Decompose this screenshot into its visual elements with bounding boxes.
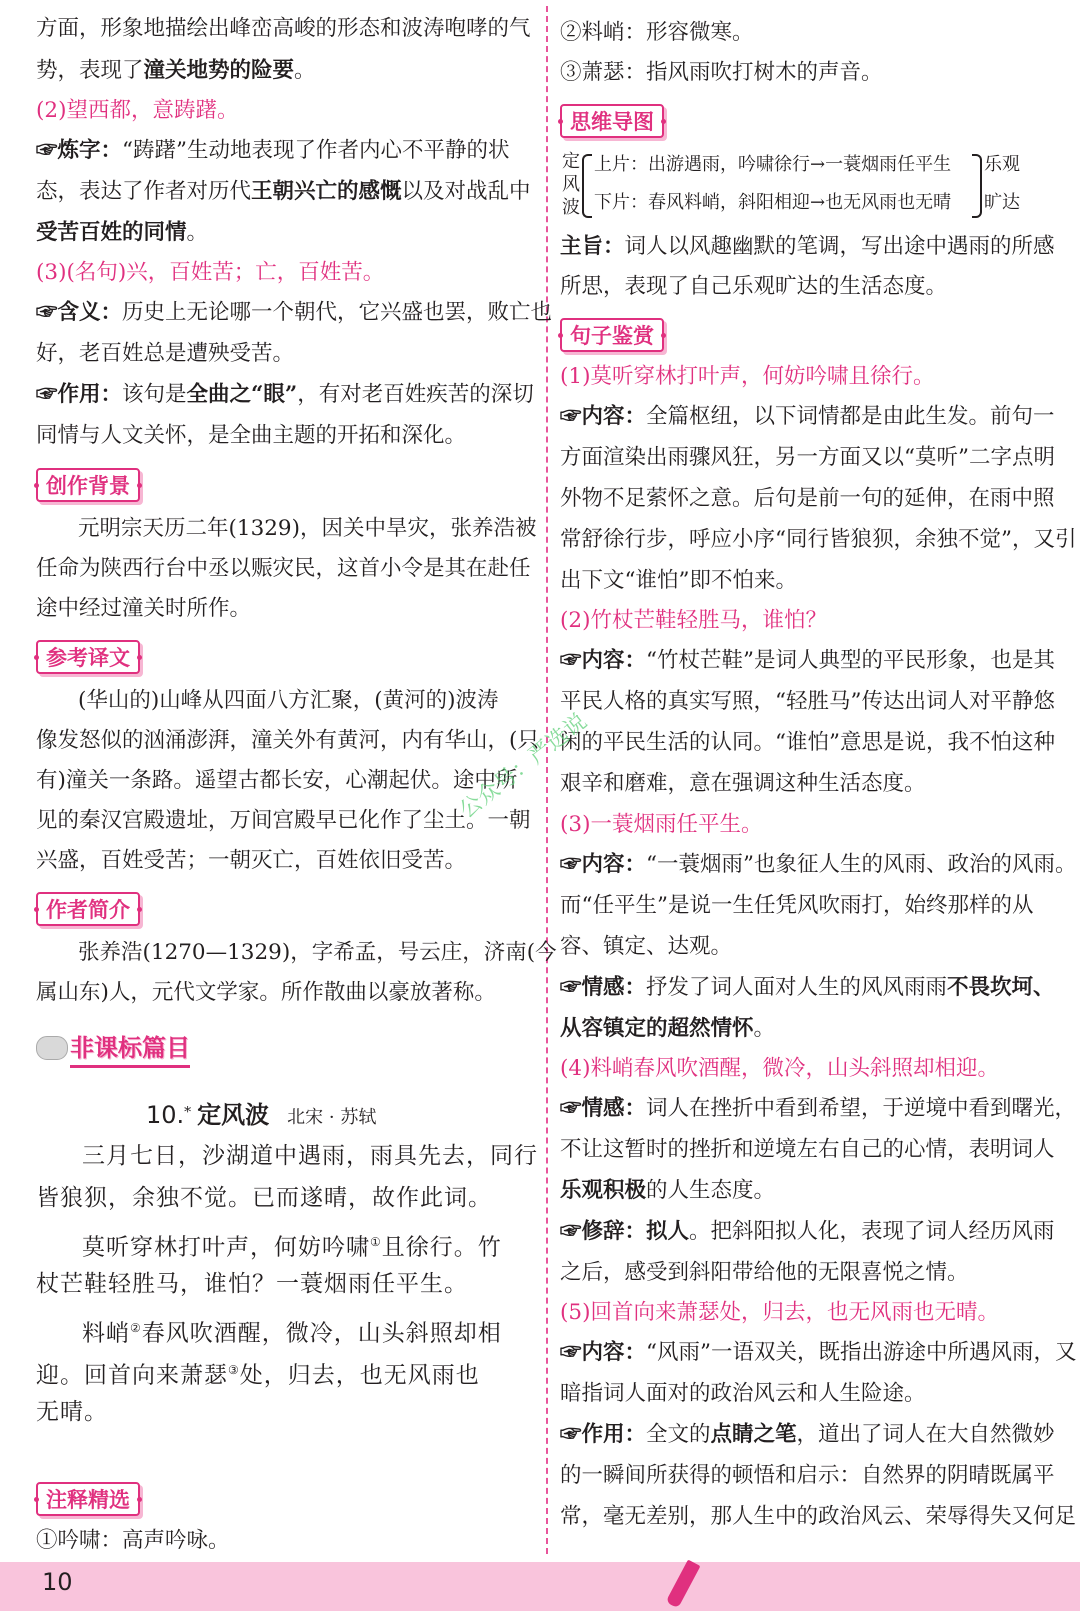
- theme-line: 主旨：词人以风趣幽默的笔调，写出途中遇雨的所感: [560, 234, 1055, 259]
- mind-map-branch: 下片：春风料峭，斜阳相迎→也无风雨也无晴: [594, 192, 952, 213]
- section-title-noncurriculum: 非课标篇目: [36, 1030, 190, 1066]
- analysis-line: 好，老百姓总是遭殃受苦。: [36, 341, 295, 366]
- analysis-line: 同情与人文关怀，是全曲主题的开拓和深化。: [36, 423, 467, 448]
- analysis-line: 从容镇定的超然情怀。: [560, 1016, 776, 1041]
- mind-map-leaf: 乐观: [984, 154, 1020, 175]
- analysis-line: 态，表达了作者对历代王朝兴亡的感慨以及对战乱中: [36, 179, 531, 204]
- translation-line: 兴盛，百姓受苦；一朝灭亡，百姓依旧受苦。: [36, 848, 467, 873]
- poem-title: 10.* 定风波 北宋 · 苏轼: [146, 1101, 377, 1129]
- background-line: 任命为陕西行台中丞以赈灾民，这首小令是其在赴任: [36, 556, 531, 581]
- analysis-line: ☞作用：该句是全曲之“眼”，有对老百姓疾苦的深切: [36, 382, 534, 407]
- quote-heading: (1)莫听穿林打叶声，何妨吟啸且徐行。: [560, 364, 935, 389]
- poem-line: 杖芒鞋轻胜马，谁怕？一蓑烟雨任平生。: [36, 1271, 468, 1297]
- analysis-line: 不让这暂时的挫折和逆境左右自己的心情，表明词人: [560, 1137, 1055, 1162]
- translation-line: 有)潼关一条路。遥望古都长安，心潮起伏。途中所: [36, 768, 518, 793]
- analysis-line: ☞含义：历史上无论哪一个朝代，它兴盛也罢，败亡也: [36, 300, 553, 325]
- pointing-hand-label: ☞炼字：: [36, 138, 123, 163]
- poem-preface-line: 皆狼狈，余独不觉。已而遂晴，故作此词。: [36, 1185, 492, 1211]
- text-line: 方面，形象地描绘出峰峦高峻的形态和波涛咆哮的气: [36, 16, 531, 41]
- quote-heading: (5)回首向来萧瑟处，归去，也无风雨也无晴。: [560, 1300, 999, 1325]
- analysis-line: ☞情感：词人在挫折中看到希望，于逆境中看到曙光，: [560, 1096, 1077, 1121]
- section-header-background: 创作背景: [36, 468, 140, 502]
- poem-line: 迎。回首向来萧瑟③处，归去，也无风雨也: [36, 1362, 480, 1389]
- note-line: ①吟啸：高声吟咏。: [36, 1528, 230, 1553]
- note-line: ③萧瑟：指风雨吹打树木的声音。: [560, 60, 883, 85]
- hand-icon: [36, 1036, 68, 1060]
- analysis-line: 容、镇定、达观。: [560, 934, 733, 959]
- watermark: 公众号：严选说: [455, 709, 592, 824]
- analysis-line: 之后，感受到斜阳带给他的无限喜悦之情。: [560, 1260, 969, 1285]
- quote-heading: (3)(名句)兴，百姓苦；亡，百姓苦。: [36, 260, 385, 285]
- analysis-line: ☞情感：抒发了词人面对人生的风风雨雨不畏坎坷、: [560, 975, 1055, 1000]
- analysis-line: 的一瞬间所获得的顿悟和启示：自然界的阴晴既属平: [560, 1463, 1055, 1488]
- background-line: 元明宗天历二年(1329)，因关中旱灾，张养浩被: [78, 516, 537, 541]
- author-line: 张养浩(1270—1329)，字希孟，号云庄，济南(今: [78, 940, 557, 965]
- author-line: 属山东)人，元代文学家。所作散曲以豪放著称。: [36, 980, 496, 1005]
- analysis-line: 外物不足萦怀之意。后句是前一句的延伸，在雨中照: [560, 486, 1055, 511]
- analysis-line: 受苦百姓的同情。: [36, 220, 209, 245]
- mind-map-leaf: 旷达: [984, 192, 1020, 213]
- analysis-line: 平民人格的真实写照，“轻胜马”传达出词人对平静悠: [560, 689, 1055, 714]
- text-line: 势，表现了潼关地势的险要。: [36, 58, 316, 83]
- analysis-line: ☞内容：“竹杖芒鞋”是词人典型的平民形象，也是其: [560, 648, 1056, 673]
- section-header-translation: 参考译文: [36, 640, 140, 674]
- analysis-line: 常，毫无差别，那人生中的政治风云、荣辱得失又何足: [560, 1504, 1077, 1529]
- translation-line: (华山的)山峰从四面八方汇聚，(黄河的)波涛: [78, 688, 499, 713]
- analysis-line: 常舒徐行步，呼应小序“同行皆狼狈，余独不觉”，又引: [560, 527, 1077, 552]
- mind-map-root: 定 风 波: [562, 151, 580, 218]
- quote-heading: (3)一蓑烟雨任平生。: [560, 812, 763, 837]
- analysis-line: ☞内容：“风雨”一语双关，既指出游途中所遇风雨，又: [560, 1340, 1077, 1365]
- analysis-line: ☞内容：全篇枢纽，以下词情都是由此生发。前句一: [560, 404, 1055, 429]
- analysis-line: 出下文“谁怕”即不怕来。: [560, 568, 797, 593]
- analysis-line: ☞内容：“一蓑烟雨”也象征人生的风雨、政治的风雨。: [560, 852, 1077, 877]
- section-header-notes: 注释精选: [36, 1482, 140, 1516]
- analysis-line: 而“任平生”是说一生任凭风吹雨打，始终那样的从: [560, 893, 1034, 918]
- quote-heading: (2)望西都，意踌躇。: [36, 98, 239, 123]
- analysis-line: ☞作用：全文的点睛之笔，道出了词人在大自然微妙: [560, 1422, 1055, 1447]
- quote-heading: (4)料峭春风吹酒醒，微冷，山头斜照却相迎。: [560, 1056, 999, 1081]
- note-line: ②料峭：形容微寒。: [560, 20, 754, 45]
- analysis-line: 闲的平民生活的认同。“谁怕”意思是说，我不怕这种: [560, 730, 1055, 755]
- section-header-appreciation: 句子鉴赏: [560, 318, 664, 352]
- section-header-mindmap: 思维导图: [560, 104, 664, 138]
- background-line: 途中经过潼关时所作。: [36, 596, 252, 621]
- translation-line: 见的秦汉宫殿遗址，万间宫殿早已化作了尘土。一朝: [36, 808, 531, 833]
- page-number: 10: [42, 1568, 73, 1596]
- quote-heading: (2)竹杖芒鞋轻胜马，谁怕？: [560, 608, 827, 633]
- poem-line: 无晴。: [36, 1399, 108, 1425]
- analysis-line: ☞炼字：“踌躇”生动地表现了作者内心不平静的状: [36, 138, 510, 163]
- analysis-line: ☞修辞：拟人。把斜阳拟人化，表现了词人经历风雨: [560, 1219, 1055, 1244]
- poem-preface-line: 三月七日，沙湖道中遇雨，雨具先去，同行: [82, 1143, 538, 1169]
- analysis-line: 暗指词人面对的政治风云和人生险途。: [560, 1381, 926, 1406]
- analysis-line: 乐观积极的人生态度。: [560, 1178, 776, 1203]
- mind-map-branch: 上片：出游遇雨，吟啸徐行→一蓑烟雨任平生: [594, 154, 952, 175]
- mind-map: [560, 150, 1056, 220]
- analysis-line: 艰辛和磨难，意在强调这种生活态度。: [560, 771, 926, 796]
- page-footer: [0, 1562, 1080, 1611]
- column-divider: [546, 6, 548, 1554]
- translation-line: 像发怒似的汹涌澎湃，潼关外有黄河，内有华山，(只: [36, 728, 539, 753]
- poem-line: 料峭②春风吹酒醒，微冷，山头斜照却相: [82, 1320, 502, 1347]
- section-header-author: 作者简介: [36, 892, 140, 926]
- theme-line: 所思，表现了自己乐观旷达的生活态度。: [560, 274, 948, 299]
- poem-line: 莫听穿林打叶声，何妨吟啸①且徐行。竹: [82, 1234, 502, 1261]
- analysis-line: 方面渲染出雨骤风狂，另一方面又以“莫听”二字点明: [560, 445, 1055, 470]
